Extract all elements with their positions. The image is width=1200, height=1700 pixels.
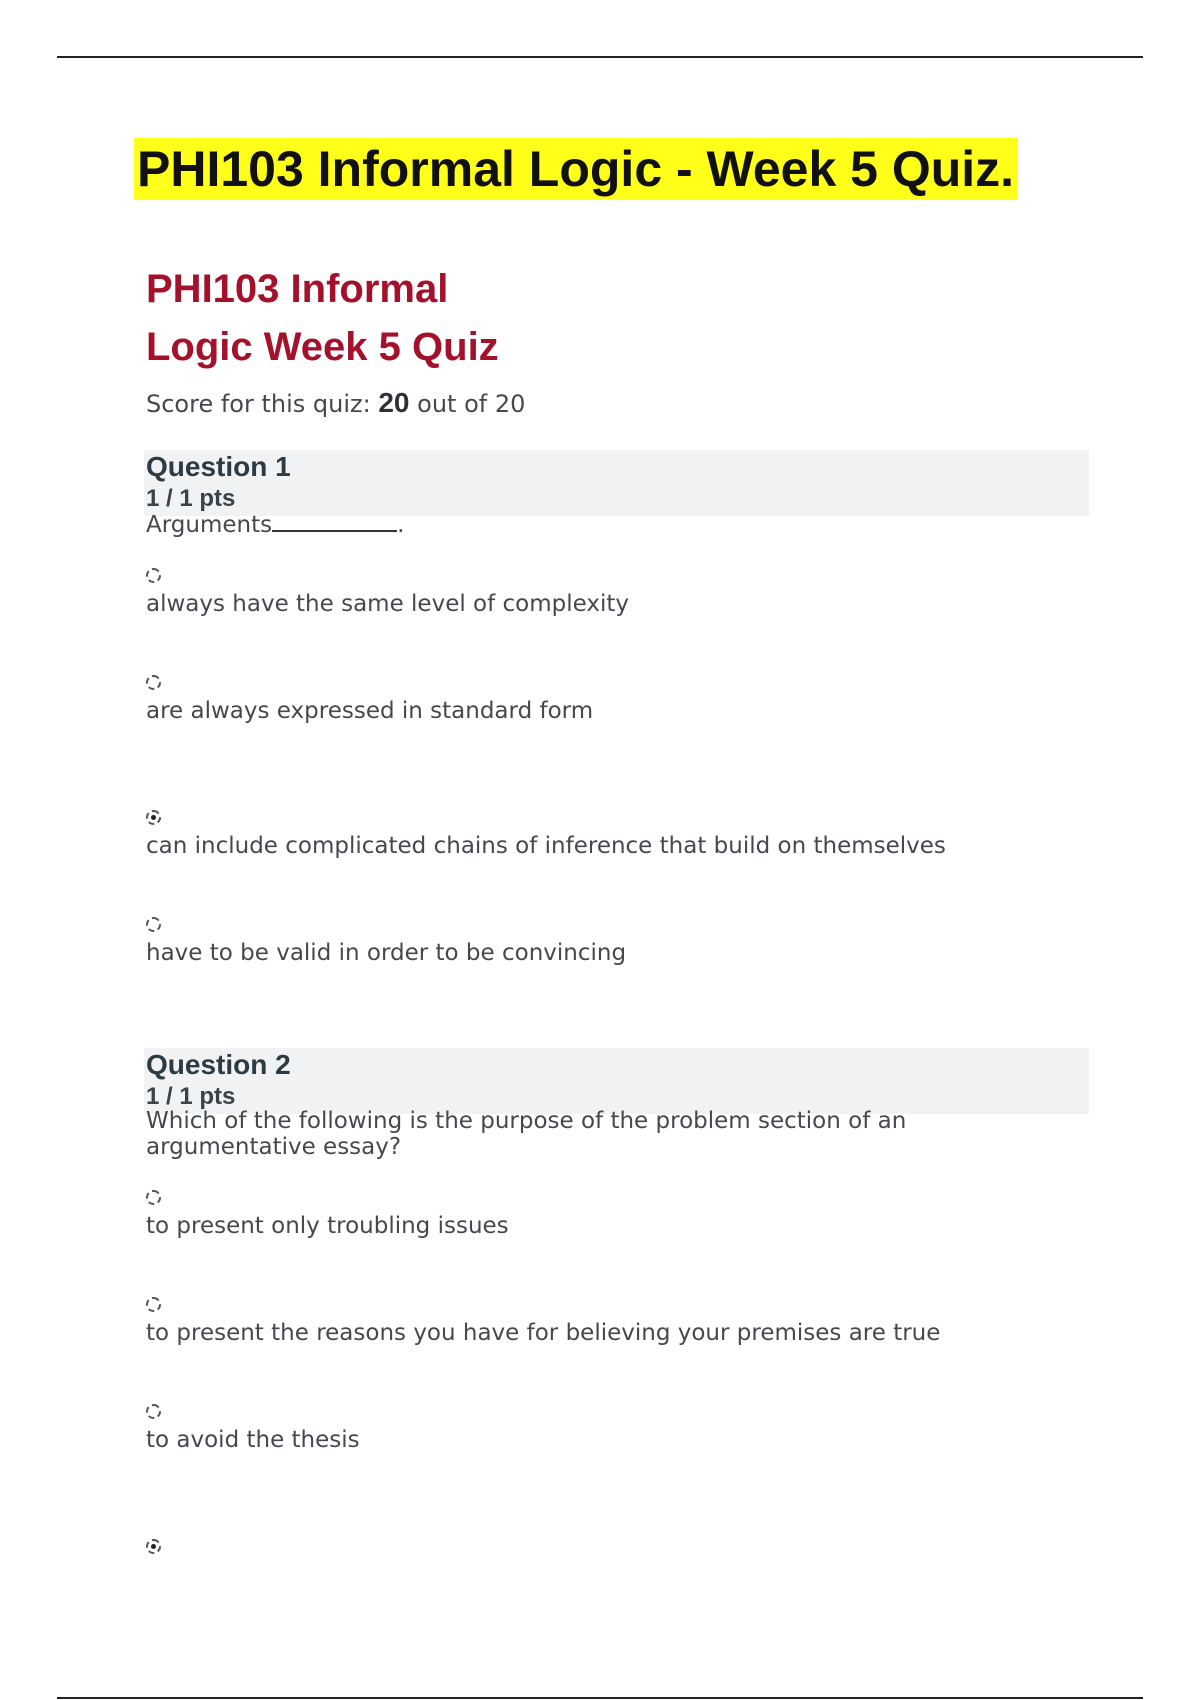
quiz-panel xyxy=(146,260,1150,1453)
radio-button[interactable] xyxy=(146,1404,161,1419)
score-label: Score for this quiz: xyxy=(146,390,371,418)
radio-button-selected[interactable] xyxy=(146,810,161,825)
answer-label: always have the same level of complexity xyxy=(146,591,630,617)
answer-option[interactable] xyxy=(146,675,593,725)
radio-button-selected[interactable] xyxy=(146,1539,161,1554)
quiz-score xyxy=(146,386,1150,421)
answer-label: to present only troubling issues xyxy=(146,1213,509,1239)
answer-option-selected[interactable] xyxy=(146,810,946,860)
document-title: PHI103 Informal Logic - Week 5 Quiz. xyxy=(134,138,1018,200)
question-points: 1 / 1 pts xyxy=(146,1083,236,1110)
answer-label: to avoid the thesis xyxy=(146,1427,360,1453)
quiz-title-line2: Logic Week 5 Quiz xyxy=(146,325,499,369)
question-text-lead: Arguments xyxy=(146,512,273,538)
radio-button[interactable] xyxy=(146,1297,161,1312)
answer-label: are always expressed in standard form xyxy=(146,698,594,724)
radio-button[interactable] xyxy=(146,568,161,583)
answer-option[interactable] xyxy=(146,568,629,618)
radio-button[interactable] xyxy=(146,917,161,932)
answer-label: have to be valid in order to be convincing xyxy=(146,940,627,966)
answer-option[interactable] xyxy=(146,1297,940,1347)
question-text-suffix: . xyxy=(397,512,405,538)
question-2 xyxy=(146,1048,1150,1453)
bottom-rule xyxy=(57,1697,1143,1699)
answer-option[interactable] xyxy=(146,1190,509,1240)
question-title: Question 1 xyxy=(146,451,291,482)
score-value: 20 xyxy=(378,387,410,418)
question-1 xyxy=(146,450,1150,966)
answer-label: can include complicated chains of inference that build on themselves xyxy=(146,833,946,859)
quiz-title-line1: PHI103 Informal xyxy=(146,267,449,311)
answer-option[interactable] xyxy=(146,917,626,967)
question-text: Which of the following is the purpose of the problem section of an argumentative essay? xyxy=(146,1108,907,1160)
question-points: 1 / 1 pts xyxy=(146,485,236,512)
answer-option-selected[interactable] xyxy=(146,1539,161,1561)
question-text xyxy=(146,510,1150,538)
quiz-title xyxy=(146,260,1150,376)
question-header xyxy=(144,1048,1089,1114)
fill-blank xyxy=(272,510,397,532)
score-total: out of 20 xyxy=(417,390,526,418)
answer-label: to present the reasons you have for believing your premises are true xyxy=(146,1320,941,1346)
question-title: Question 2 xyxy=(146,1049,291,1080)
radio-button[interactable] xyxy=(146,675,161,690)
answer-option[interactable] xyxy=(146,1404,360,1454)
radio-button[interactable] xyxy=(146,1190,161,1205)
top-rule xyxy=(57,56,1143,58)
question-header xyxy=(144,450,1089,516)
